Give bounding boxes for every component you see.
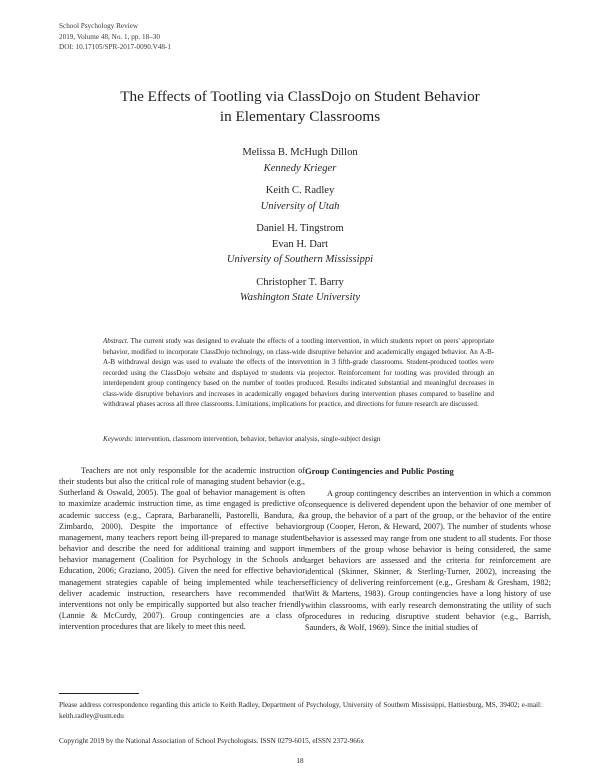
author-name: Daniel H. Tingstrom — [256, 223, 344, 234]
author-affiliation: Washington State University — [239, 292, 361, 303]
keywords-text: intervention, classroom intervention, behavior, behavior analysis, single-subject design — [133, 435, 381, 443]
abstract-text: The current study was designed to evaluate the effects of a tootling intervention, in which students report on peers' appropriate behavior, modified to incorporate ClassDojo technology, on class-wide disruptive behavior and academically engaged behavior. An A-B-A-B withdrawal design was used to evaluate the effects of the intervention in 3 fifth-grade classrooms. Student-produced tootles were recorded using the ClassDojo website and displayed to students via projector. Reinforcement for tootling was provided through an interdependent group contingency based on the number of tootles produced. Results indicated substantial and meaningful decreases in class-wide disruptive behaviors and increases in academically engaged behaviors during intervention phases compared to baseline and withdrawal phases across all three classrooms. Limitations, implications for practice, and directions for future research are discussed. — [103, 337, 494, 409]
author-affiliation: University of Utah — [260, 200, 340, 212]
copyright-line: Copyright 2019 by the National Association of School Psychologists. ISSN 0279-6015, eISSN 2372-966x — [59, 737, 365, 745]
title-line: in Elementary Classrooms — [219, 107, 381, 125]
journal-doi: DOI: 10.17105/SPR-2017-0090.V48-1 — [59, 43, 172, 52]
author-list — [60, 145, 540, 313]
correspondence-footnote: Please address correspondence regarding this article to Keith Radley, Department of Psychology, University of Southern Mississippi, Hattiesburg, MS, 39402; e-mail: keith.radley@usm.edu — [59, 701, 542, 720]
author-group — [60, 275, 540, 306]
abstract-label: Abstract. — [103, 337, 129, 345]
author-group — [60, 183, 540, 214]
author-name: Keith C. Radley — [265, 185, 335, 196]
body-column-left — [59, 465, 305, 632]
body-paragraph: Teachers are not only responsible for the academic instruction of their students but also the critical role of managing student behavior (e.g., Sutherland & Oswald, 2005). The goal of behavior management is often to maximize academic instruction time, as time engaged is predictive of academic success (e.g., Caprara, Barbaranelli, Pastorelli, Bandura, & Zimbardo, 2000). Despite the importance of effective behavior management, many teachers report being ill-prepared to manage student behavior and describe the need for additional training and support in behavior management (Coalition for Psychology in the Schools and Education, 2006; Graziano, 2005). Given the need for effective behavior management strategies capable of being implemented while teachers deliver academic instruction, researchers have recommended that interventions not only be empirically supported but also teacher friendly (Lannie & McCurdy, 2007). Group contingencies are a class of intervention procedures that are likely to meet this need. — [59, 466, 305, 632]
author-group — [60, 145, 540, 176]
body-column-right — [305, 465, 551, 633]
journal-name: School Psychology Review — [59, 22, 139, 30]
abstract — [103, 336, 494, 410]
page-number: 18 — [296, 757, 304, 765]
author-name: Melissa B. McHugh Dillon — [242, 147, 358, 158]
keywords — [103, 434, 494, 445]
keywords-label: Keywords: — [103, 435, 134, 443]
author-affiliation: Kennedy Krieger — [263, 162, 337, 174]
author-name: Christopher T. Barry — [256, 276, 344, 288]
footnote-divider — [59, 693, 139, 694]
journal-header — [59, 21, 171, 53]
author-group — [60, 221, 540, 268]
journal-volume: 2019, Volume 48, No. 1, pp. 18–30 — [59, 32, 160, 41]
article-title — [60, 87, 540, 126]
section-heading: Group Contingencies and Public Posting — [305, 466, 454, 476]
body-paragraph: A group contingency describes an intervention in which a common consequence is delivered dependent upon the behavior of one member of a group, the behavior of a part of the group, or the behavior of the entire group (Cooper, Heron, & Heward, 2007). The number of students whose behavior is assessed may range from one student to all students. For those members of the group whose behavior is being considered, the same target behaviors are assessed and the criteria for reinforcement are identical (Skinner, Skinner, & Sterling-Turner, 2002), increasing the efficiency of delivering reinforcement (e.g., Gresham & Gresham, 1982; Witt & Martens, 1983). Group contingencies have a long history of use within classrooms, with early research demonstrating the utility of such procedures in reducing disruptive student behavior (e.g., Barrish, Saunders, & Wolf, 1969). Since the initial studies of — [305, 489, 551, 632]
author-name: Evan H. Dart — [271, 238, 329, 250]
title-line: The Effects of Tootling via ClassDojo on Student Behavior — [120, 88, 480, 105]
author-affiliation: University of Southern Mississippi — [226, 254, 374, 265]
